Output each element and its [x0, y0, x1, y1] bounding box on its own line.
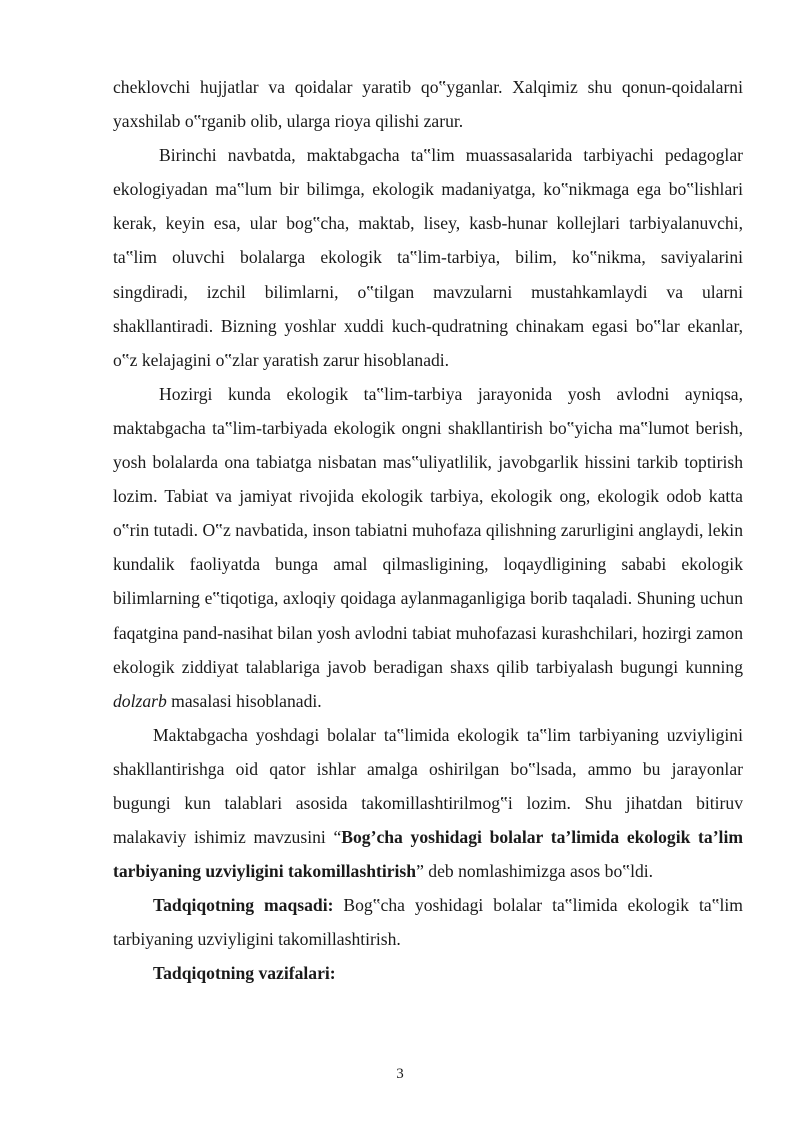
italic-term: dolzarb [113, 690, 167, 711]
paragraph-4-text: Maktabgacha yoshdagi bolalar ta‟limida ekologik ta‟lim tarbiyaning uzviyligini shakllantirishga oid qator ishlar amalga oshirilgan bo‟lsada, ammo bu jarayonlar bugungi kun talablari asosida takomillashtirilmog‟i lozim. Shu jihatdan bitiruv malakaviy ishimiz mavzusini “ [113, 724, 743, 848]
thesis-topic: Bog’cha yoshidagi bolalar ta’limida ekologik ta’lim tarbiyaning uzviyligini takomillashtirish [113, 827, 743, 882]
paragraph-4 [113, 718, 743, 888]
paragraph-1: cheklovchi hujjatlar va qoidalar yaratib qo‟yganlar. Xalqimiz shu qonun-qoidalarni yaxshilab o‟rganib olib, ularga rioya qilishi zarur. [113, 77, 743, 132]
paragraph-2: Birinchi navbatda, maktabgacha ta‟lim muassasalarida tarbiyachi pedagoglar ekologiyadan ma‟lum bir bilimga, ekologik madaniyatga, ko‟nikmaga ega bo‟lishlari kerak, keyin esa, ular bog‟cha, maktab, lisey, kasb-hunar kollejlari tarbiyalanuvchi, ta‟lim oluvchi bolalarga ekologik ta‟lim-tarbiya, bilim, ko‟nikma, saviyalarini singdiradi, izchil bilimlarni, o‟tilgan mavzularni mustahkamlaydi va ularni shakllantiradi. Bizning yoshlar xuddi kuch-qudratning chinakam egasi bo‟lar ekanlar, o‟z kelajagini o‟zlar yaratish zarur hisoblanadi. [113, 145, 743, 370]
page-body [113, 70, 743, 991]
paragraph-3-end: masalasi hisoblanadi. [166, 690, 322, 711]
paragraph-4-end: ” deb nomlashimizga asos bo‟ldi. [416, 861, 654, 882]
page-number: 3 [396, 1066, 404, 1082]
research-tasks-label: Tadqiqotning vazifalari: [153, 963, 336, 984]
research-tasks [113, 956, 743, 990]
paragraph-3-text: Hozirgi kunda ekologik ta‟lim-tarbiya jarayonida yosh avlodni ayniqsa, maktabgacha ta‟lim-tarbiyada ekologik ongni shakllantirish bo‟yicha ma‟lumot berish, yosh bolalarda ona tabiatga nisbatan mas‟uliyatlilik, javobgarlik hissini tarkib toptirish lozim. Tabiat va jamiyat rivojida ekologik tarbiya, ekologik ong, ekologik odob katta o‟rin tutadi. O‟z navbatida, inson tabiatni muhofaza qilishning zarurligini anglaydi, lekin kundalik faoliyatda bunga amal qilmasligining, loqaydligining sababi ekologik bilimlarning e‟tiqotiga, axloqiy qoidaga aylanmaganligiga borib taqaladi. Shuning uchun faqatgina pand-nasihat bilan yosh avlodni tabiat muhofazasi kurashchilari, hozirgi zamon ekologik ziddiyat talablariga javob beradigan shaxs qilib tarbiyalash bugungi kunning [113, 383, 743, 677]
research-goal-label: Tadqiqotning maqsadi: [153, 895, 334, 916]
paragraph-3 [113, 377, 743, 718]
research-goal-text: Bog‟cha yoshidagi bolalar ta‟limida ekologik ta‟lim tarbiyaning uzviyligini takomillashtirish. [113, 895, 743, 950]
research-goal [113, 888, 743, 956]
